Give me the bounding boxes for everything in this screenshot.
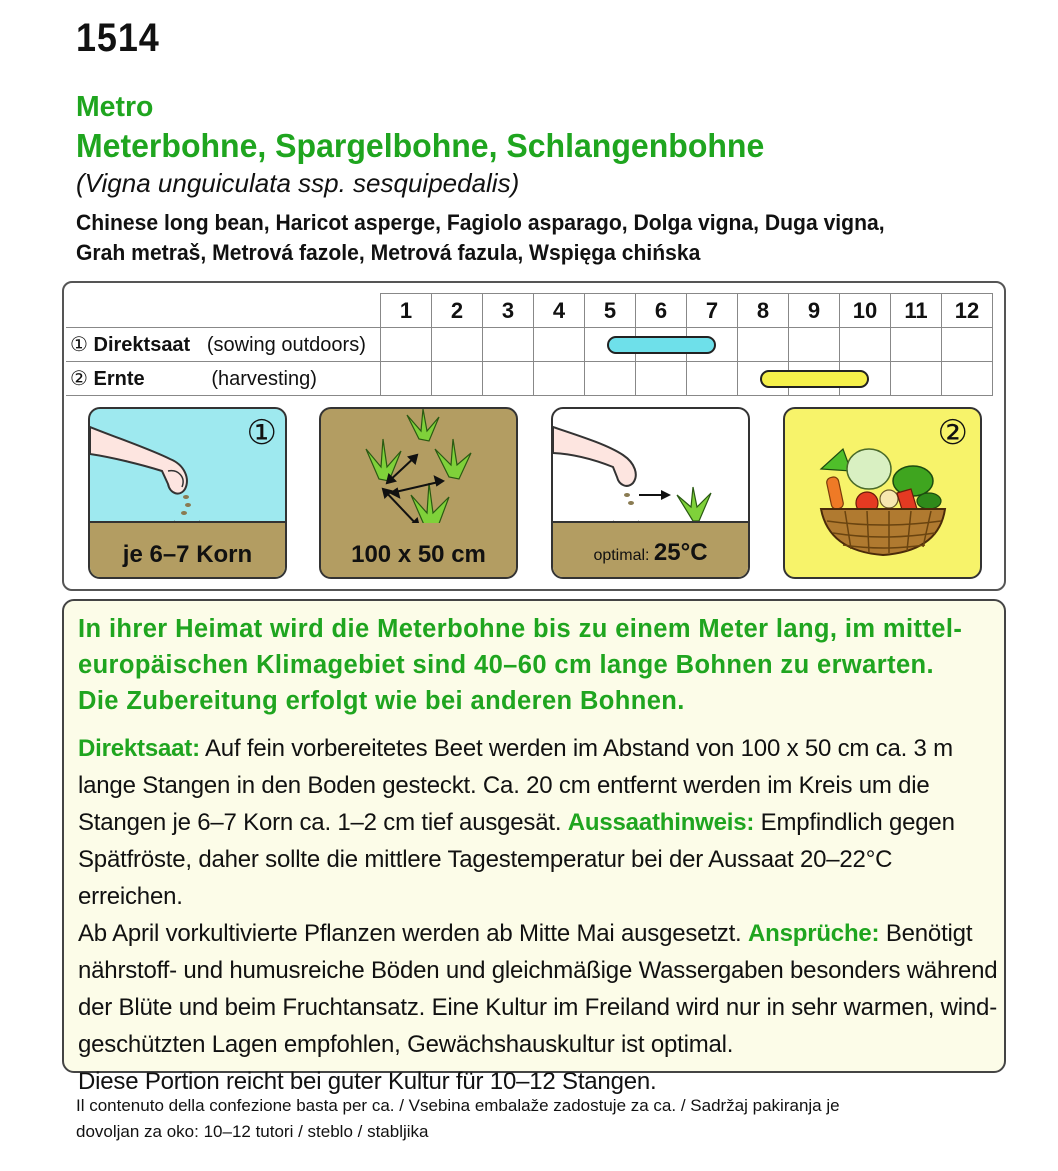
row-number-icon: ② <box>70 368 88 390</box>
cultivation-text <box>78 730 998 1100</box>
month-header: 9 <box>789 294 840 328</box>
body-text: lange Stangen in den Boden gesteckt. Ca. 20 cm entfernt werden im Kreis um die <box>78 772 930 799</box>
heading-direktsaat: Direktsaat: <box>78 735 200 762</box>
body-text: nährstoff- und humusreiche Böden und gleichmäßige Wassergaben besonders während <box>78 957 998 984</box>
description-box <box>62 599 1006 1095</box>
body-text: Empfindlich gegen <box>754 809 955 836</box>
product-title: Meterbohne, Spargelbohne, Schlangenbohne <box>76 127 765 164</box>
row-sublabel: (sowing outdoors) <box>206 334 366 356</box>
intro-line: Die Zubereitung erfolgt wie bei anderen Bohnen. <box>78 687 685 715</box>
intro-text <box>78 611 978 719</box>
sowing-period-bar <box>607 336 716 354</box>
month-header: 10 <box>840 294 891 328</box>
harvest-panel <box>783 407 982 579</box>
latin-name: (Vigna unguiculata ssp. sesquipedalis) <box>76 168 520 198</box>
step-badge-icon: ① <box>246 414 277 452</box>
heading-ansprueche: Ansprüche: <box>748 920 880 947</box>
temperature-value: 25°C <box>653 539 708 566</box>
note-line: Il contenuto della confezione basta per ca. / Vsebina embalaže zadostuje za ca. / Sadržaj pakiranja je <box>76 1096 840 1115</box>
sowing-label: je 6–7 Korn <box>122 541 253 568</box>
common-names-line: Grah metraš, Metrová fazole, Metrová fazula, Wspięga chińska <box>76 240 701 265</box>
month-header: 5 <box>585 294 636 328</box>
temperature-prefix: optimal: <box>593 547 650 564</box>
product-code: 1514 <box>76 16 160 60</box>
heading-aussaathinweis: Aussaathinweis: <box>567 809 755 836</box>
harvest-period-bar <box>760 370 869 388</box>
common-names <box>76 208 998 268</box>
portion-text: Diese Portion reicht bei guter Kultur für 10–12 Stangen. <box>78 1068 657 1095</box>
month-header: 4 <box>534 294 585 328</box>
body-text: der Blüte und beim Fruchtansatz. Eine Kultur im Freiland wird nur in sehr warmen, wind- <box>78 994 997 1021</box>
month-header: 12 <box>942 294 993 328</box>
body-text: Benötigt <box>879 920 973 947</box>
month-header: 1 <box>381 294 432 328</box>
intro-line: europäischen Klimagebiet sind 40–60 cm lange Bohnen zu erwarten. <box>78 651 935 679</box>
body-text: Ab April vorkultivierte Pflanzen werden ab Mitte Mai ausgesetzt. <box>78 920 748 947</box>
vegetable-basket-icon <box>785 409 980 577</box>
germination-panel <box>551 407 750 579</box>
month-header: 2 <box>432 294 483 328</box>
common-names-line: Chinese long bean, Haricot asperge, Fagiolo asparago, Dolga vigna, Duga vigna, <box>76 210 885 235</box>
body-text: Spätfröste, daher sollte die mittlere Tagestemperatur bei der Aussaat 20–22°C erreichen. <box>78 846 893 910</box>
body-text: Auf fein vorbereitetes Beet werden im Abstand von 100 x 50 cm ca. 3 m <box>199 735 953 762</box>
month-header: 8 <box>738 294 789 328</box>
sowing-panel <box>88 407 287 579</box>
month-header: 6 <box>636 294 687 328</box>
step-badge-icon: ② <box>937 414 968 452</box>
spacing-label: 100 x 50 cm <box>351 541 486 568</box>
note-line: dovoljan za oko: 10–12 tutori / steblo / stabljika <box>76 1122 429 1141</box>
body-text: Stangen je 6–7 Korn ca. 1–2 cm tief ausgesät. <box>78 809 568 836</box>
intro-line: In ihrer Heimat wird die Meterbohne bis zu einem Meter lang, im mittel- <box>78 615 963 643</box>
row-label: Direktsaat <box>93 334 191 356</box>
month-header: 7 <box>687 294 738 328</box>
calendar-row-sowing <box>66 328 993 362</box>
month-header: 11 <box>891 294 942 328</box>
row-label: Ernte <box>93 368 145 390</box>
spacing-panel <box>319 407 518 579</box>
row-number-icon: ① <box>70 334 88 356</box>
variety-name: Metro <box>76 91 154 123</box>
row-sublabel: (harvesting) <box>211 368 317 390</box>
multilingual-note <box>76 1093 976 1145</box>
month-header: 3 <box>483 294 534 328</box>
body-text: geschützten Lagen empfohlen, Gewächshauskultur ist optimal. <box>78 1031 734 1058</box>
